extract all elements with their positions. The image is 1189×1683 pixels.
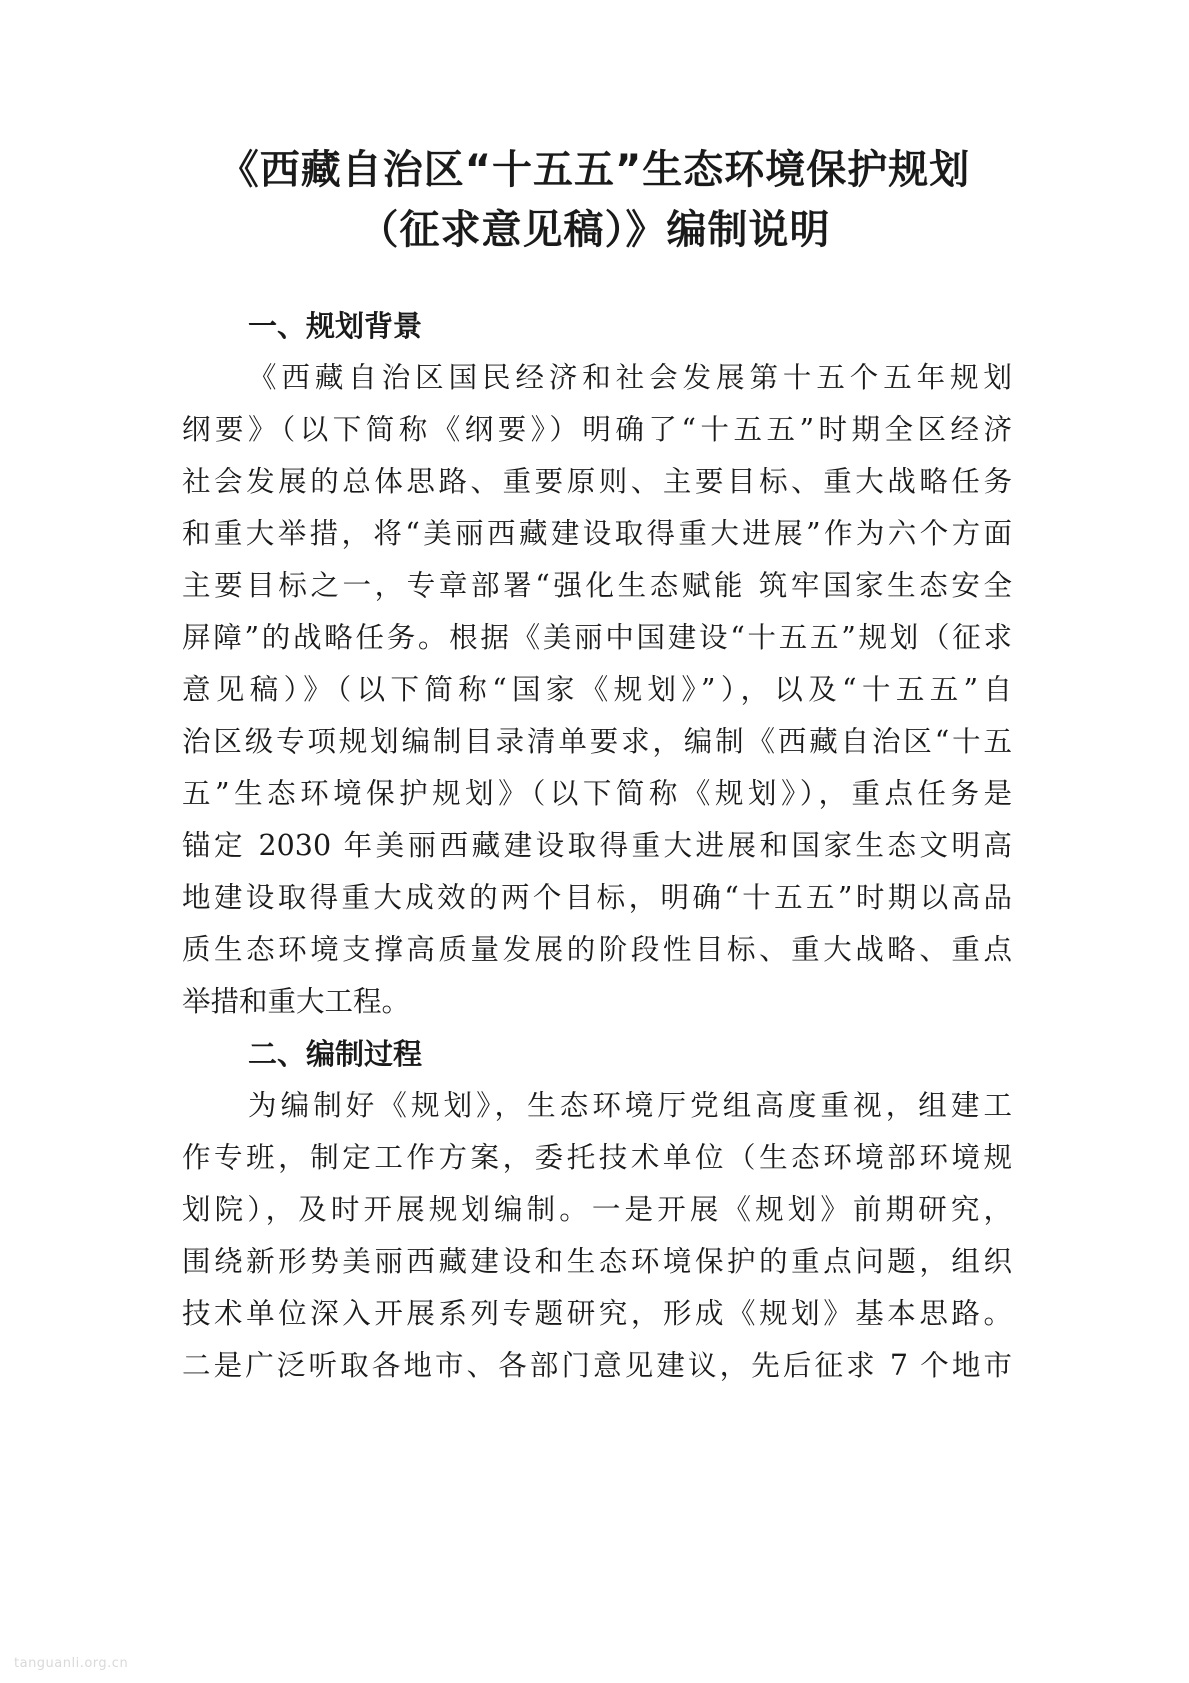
paragraph-line: 技术单位深入开展系列专题研究，形成《规划》基本思路。: [182, 1297, 1012, 1330]
document-title: [150, 140, 1039, 260]
paragraph-line: 二是广泛听取各地市、各部门意见建议，先后征求 7 个地市: [182, 1349, 1012, 1382]
paragraph-line: 纲要》（以下简称《纲要》）明确了“十五五”时期全区经济: [182, 413, 1012, 446]
paragraph-line: 治区级专项规划编制目录清单要求，编制《西藏自治区“十五: [182, 725, 1012, 758]
paragraph-line: 划院），及时开展规划编制。一是开展《规划》前期研究，: [182, 1193, 1012, 1226]
paragraph-line: 《西藏自治区国民经济和社会发展第十五个五年规划: [248, 361, 1012, 394]
paragraph-line: 作专班，制定工作方案，委托技术单位（生态环境部环境规: [182, 1141, 1012, 1174]
paragraph-line: 质生态环境支撑高质量发展的阶段性目标、重大战略、重点: [182, 933, 1012, 966]
section-heading-process: 二、编制过程: [248, 1037, 423, 1071]
section-heading-background: 一、规划背景: [248, 309, 423, 343]
paragraph-line: 社会发展的总体思路、重要原则、主要目标、重大战略任务: [182, 465, 1012, 498]
paragraph-line: 为编制好《规划》，生态环境厅党组高度重视，组建工: [248, 1089, 1012, 1122]
title-line-2: （征求意见稿）》编制说明: [358, 207, 831, 253]
paragraph-line: 五”生态环境保护规划》（以下简称《规划》），重点任务是: [182, 777, 1012, 810]
paragraph-line: 举措和重大工程。: [182, 985, 411, 1018]
paragraph-line: 意见稿）》（以下简称“国家《规划》”），以及“十五五”自: [182, 673, 1012, 706]
title-line-1: 《西藏自治区“十五五”生态环境保护规划: [218, 147, 971, 193]
paragraph-line: 屏障”的战略任务。根据《美丽中国建设“十五五”规划（征求: [182, 621, 1012, 654]
paragraph-line: 锚定 2030 年美丽西藏建设取得重大进展和国家生态文明高: [182, 829, 1012, 862]
paragraph-line: 主要目标之一，专章部署“强化生态赋能 筑牢国家生态安全: [182, 569, 1012, 602]
paragraph-line: 和重大举措，将“美丽西藏建设取得重大进展”作为六个方面: [182, 517, 1012, 550]
paragraph-line: 围绕新形势美丽西藏建设和生态环境保护的重点问题，组织: [182, 1245, 1012, 1278]
paragraph-line: 地建设取得重大成效的两个目标，明确“十五五”时期以高品: [182, 881, 1012, 914]
site-watermark: tanguanli.org.cn: [14, 1656, 129, 1671]
